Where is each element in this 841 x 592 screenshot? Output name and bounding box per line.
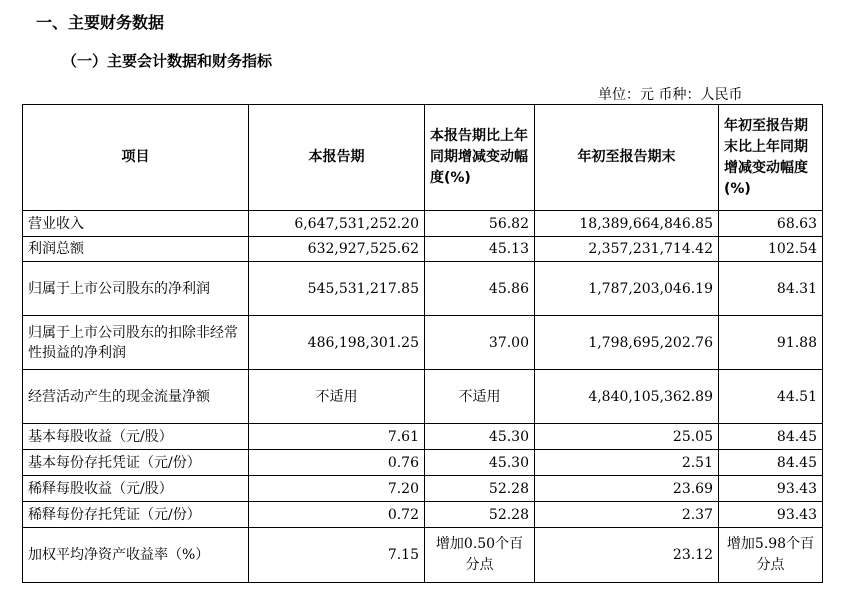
row-ytd-change: 93.43 xyxy=(719,476,823,502)
row-ytd-change: 增加5.98个百分点 xyxy=(719,528,823,583)
row-current: 545,531,217.85 xyxy=(249,262,425,316)
section-heading: 一、主要财务数据 xyxy=(36,13,165,32)
row-current: 486,198,301.25 xyxy=(249,316,425,370)
table-row xyxy=(23,528,823,583)
row-ytd-change: 44.51 xyxy=(719,370,823,424)
row-item: 营业收入 xyxy=(23,211,249,237)
unit-currency-note: 单位：元 币种：人民币 xyxy=(598,87,743,103)
row-current-change: 增加0.50个百分点 xyxy=(425,528,535,583)
row-ytd: 25.05 xyxy=(535,424,719,450)
row-current-change: 45.30 xyxy=(425,450,535,476)
row-current-change: 37.00 xyxy=(425,316,535,370)
row-ytd-change: 102.54 xyxy=(719,237,823,262)
row-ytd: 1,798,695,202.76 xyxy=(535,316,719,370)
row-ytd-change: 68.63 xyxy=(719,211,823,237)
row-current-change: 56.82 xyxy=(425,211,535,237)
header-item: 项目 xyxy=(23,105,249,211)
row-current: 7.15 xyxy=(249,528,425,583)
table-row xyxy=(23,262,823,316)
row-current: 不适用 xyxy=(249,370,425,424)
row-ytd-change: 84.45 xyxy=(719,450,823,476)
row-ytd-change: 91.88 xyxy=(719,316,823,370)
table-row xyxy=(23,237,823,262)
row-current: 7.20 xyxy=(249,476,425,502)
row-ytd: 1,787,203,046.19 xyxy=(535,262,719,316)
row-item: 加权平均净资产收益率（%） xyxy=(23,528,249,583)
row-current: 7.61 xyxy=(249,424,425,450)
row-ytd-change: 93.43 xyxy=(719,502,823,528)
row-ytd-change: 84.45 xyxy=(719,424,823,450)
financial-data-table xyxy=(22,104,823,583)
table-row xyxy=(23,502,823,528)
row-item: 基本每份存托凭证（元/份） xyxy=(23,450,249,476)
table-row xyxy=(23,370,823,424)
row-ytd: 23.69 xyxy=(535,476,719,502)
table-row xyxy=(23,211,823,237)
table-row xyxy=(23,450,823,476)
header-ytd: 年初至报告期末 xyxy=(535,105,719,211)
table-row xyxy=(23,424,823,450)
row-current: 632,927,525.62 xyxy=(249,237,425,262)
row-ytd: 2,357,231,714.42 xyxy=(535,237,719,262)
row-item: 利润总额 xyxy=(23,237,249,262)
header-ytd-change: 年初至报告期末比上年同期增减变动幅度(%) xyxy=(719,105,823,211)
row-ytd-change: 84.31 xyxy=(719,262,823,316)
table-row xyxy=(23,316,823,370)
row-current: 0.72 xyxy=(249,502,425,528)
row-current: 0.76 xyxy=(249,450,425,476)
row-current-change: 不适用 xyxy=(425,370,535,424)
row-ytd: 2.51 xyxy=(535,450,719,476)
header-current-period: 本报告期 xyxy=(249,105,425,211)
table-header-row xyxy=(23,105,823,211)
row-current-change: 52.28 xyxy=(425,502,535,528)
header-current-change: 本报告期比上年同期增减变动幅度(%) xyxy=(425,105,535,211)
row-current-change: 52.28 xyxy=(425,476,535,502)
subsection-heading: （一）主要会计数据和财务指标 xyxy=(62,52,273,70)
row-current-change: 45.13 xyxy=(425,237,535,262)
row-item: 基本每股收益（元/股） xyxy=(23,424,249,450)
row-current-change: 45.86 xyxy=(425,262,535,316)
row-current: 6,647,531,252.20 xyxy=(249,211,425,237)
row-item: 归属于上市公司股东的扣除非经常性损益的净利润 xyxy=(23,316,249,370)
row-item: 经营活动产生的现金流量净额 xyxy=(23,370,249,424)
row-ytd: 23.12 xyxy=(535,528,719,583)
row-item: 稀释每份存托凭证（元/份） xyxy=(23,502,249,528)
table-row xyxy=(23,476,823,502)
row-current-change: 45.30 xyxy=(425,424,535,450)
row-item: 归属于上市公司股东的净利润 xyxy=(23,262,249,316)
row-ytd: 18,389,664,846.85 xyxy=(535,211,719,237)
row-ytd: 2.37 xyxy=(535,502,719,528)
row-ytd: 4,840,105,362.89 xyxy=(535,370,719,424)
row-item: 稀释每股收益（元/股） xyxy=(23,476,249,502)
